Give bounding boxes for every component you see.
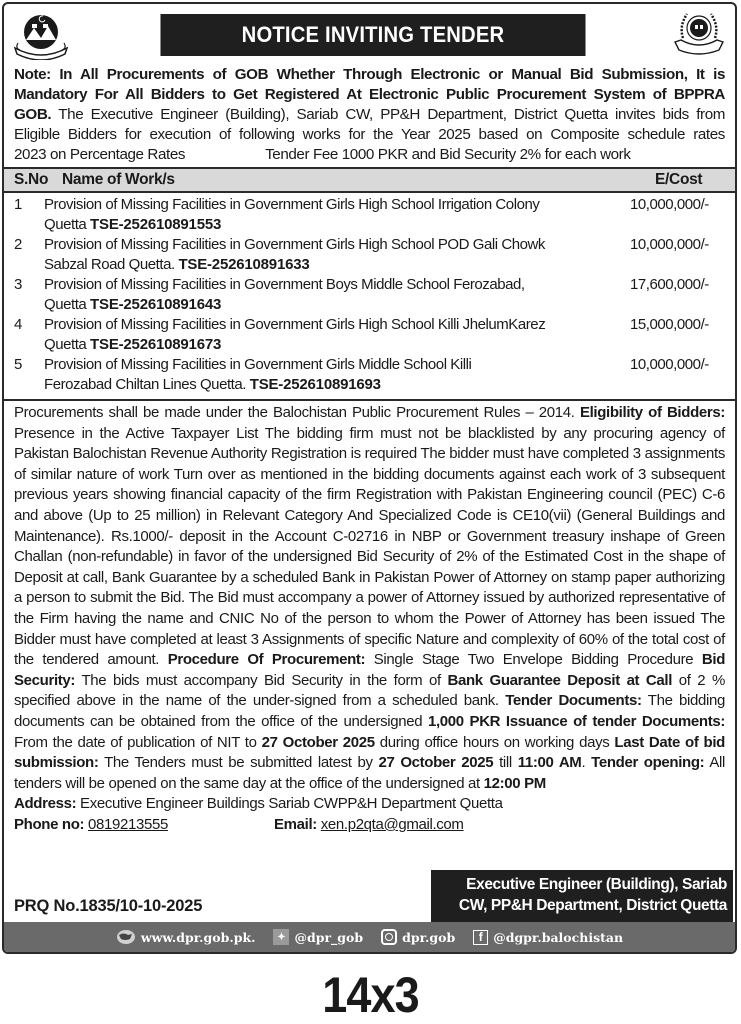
page-title: NOTICE INVITING TENDER: [160, 14, 585, 56]
row-name-line-1: Provision of Missing Facilities in Government Girls High School POD Gali Chowk: [44, 236, 545, 253]
bid-security-form: Bank Guarantee Deposit at Call: [447, 671, 673, 689]
row-cost: 10,000,000/-: [630, 196, 709, 213]
table-header: [4, 169, 735, 193]
signature-line-2: CW, PP&H Department, District Quetta: [458, 897, 727, 914]
instagram-handle: dpr.gob: [402, 929, 456, 945]
row-sno: 3: [14, 276, 22, 293]
last-date-end: .: [581, 754, 592, 772]
row-sno: 1: [14, 196, 22, 213]
row-tse-id: TSE-252610891643: [90, 296, 222, 313]
row-work-name: [44, 235, 630, 275]
row-tse-id: TSE-252610891633: [178, 256, 310, 273]
row-name-line-1: Provision of Missing Facilities in Government Girls High School Killi JhelumKarez: [44, 316, 546, 333]
eligibility-text: Presence in the Active Taxpayer List The bidding firm must not be blacklisted by any procuring agency of Pakistan Balochistan Revenue Authority Registration is required The bidder must have completed 3 assignments of similar nature of work Turn over as mentioned in the bidding documents against each work of 3 subsequent previous years showing financial capacity of the firm Registration with Pakistan Engineering council (PEC) C-6 and above (Up to 25 million) in Relevant Category And Specialized Code is CE10(vii) (General Buildings and Maintenance). Rs.1000/- deposit in the Account C-02716 in NBP or Government treasury inshape of Green Challan (non-refundable) in favor of the undersigned Bid Security of 2% of the Estimated Cost in the shape of Deposit at call, Bank Guarantee by a scheduled Bank in Pakistan Power of Attorney on stamp paper authorizing a person to submit the Bid. The Bid must accompany a power of Attorney issued by authorized representative of the Firm having the name and CNIC No of the person to whom the Power of Attorney has been issued The Bidder must have completed at least 3 Assignments of specific Nature and complexity of 60% of the total cost of the tendered amount.: [14, 424, 725, 669]
row-sno: 4: [14, 316, 22, 333]
row-cost: 15,000,000/-: [630, 316, 709, 333]
phone-block: [14, 815, 274, 835]
table-row: [4, 235, 735, 275]
last-date-text-2: till: [493, 754, 518, 772]
row-name-line-1: Provision of Missing Facilities in Government Boys Middle School Ferozabad,: [44, 276, 525, 293]
ad-size-label: 14x3: [322, 967, 419, 1023]
bid-security-label: Bid Security:: [14, 651, 726, 689]
signature-block: [431, 870, 733, 922]
row-cost: 10,000,000/-: [630, 356, 709, 373]
social-bar: [4, 922, 735, 952]
header-name: Name of Work/s: [62, 171, 175, 188]
bid-security-text: The bids must accompany Bid Security in the form of: [75, 671, 448, 689]
registration-note: [4, 65, 735, 165]
row-name-line-2: [44, 335, 630, 355]
note-line-1: Note: In All Procurements of GOB Whether Through Electronic or Manual Bid Submission, It is: [14, 66, 725, 83]
twitter-link[interactable]: [273, 929, 363, 945]
tender-conditions: [4, 399, 735, 815]
note-line-2: Mandatory For All Bidders to Get Registered At Electronic Public Procurement System of BPPRA: [14, 86, 725, 103]
row-cost: 10,000,000/-: [630, 236, 709, 253]
email-link[interactable]: xen.p2qta@gmail.com: [320, 815, 464, 833]
phone-link[interactable]: 0819213555: [88, 815, 168, 833]
rates-basis: 2023 on Percentage Rates: [14, 146, 186, 163]
opening-time: 12:00 PM: [483, 774, 546, 792]
last-date-label: Last Date of bid submission:: [14, 733, 725, 772]
issuance-text: From the date of publication of NIT to: [14, 733, 262, 751]
table-row: [4, 195, 735, 235]
instagram-icon: [381, 929, 397, 945]
tender-docs-label: Tender Documents:: [505, 692, 642, 710]
issuance-text-2: during office hours on working days: [374, 733, 615, 751]
procedure-label: Procedure Of Procurement:: [167, 651, 366, 669]
instagram-link[interactable]: [381, 929, 455, 945]
contact-info: [4, 815, 735, 835]
facebook-icon: f: [473, 930, 488, 945]
row-name-line-2: [44, 295, 630, 315]
row-tse-id: TSE-252610891673: [90, 336, 222, 353]
row-work-name: [44, 315, 630, 355]
footer-zone: [4, 862, 735, 922]
last-date-time: 11:00 AM: [517, 754, 582, 772]
email-label: Email:: [274, 815, 317, 833]
row-name-line-2: [44, 255, 630, 275]
email-block: [274, 815, 464, 835]
table-row: [4, 275, 735, 315]
website-link[interactable]: [116, 929, 256, 945]
row-location: Ferozabad Chiltan Lines Quetta.: [44, 376, 250, 393]
row-tse-id: TSE-252610891553: [90, 216, 222, 233]
website-text: www.dpr.gob.pk.: [140, 929, 256, 945]
row-tse-id: TSE-252610891693: [249, 376, 381, 393]
row-location: Quetta: [44, 216, 91, 233]
row-work-name: [44, 195, 630, 235]
row-work-name: [44, 355, 630, 395]
opening-label: Tender opening:: [591, 754, 705, 772]
note-line-4: Eligible Bidders for execution of following works for the Year 2025 based on Composite schedule rates: [14, 126, 725, 143]
table-row: [4, 315, 735, 355]
row-location: Sabzal Road Quetta.: [44, 256, 179, 273]
tender-docs-text: The bidding documents can be obtained from the office of the undersigned: [14, 692, 725, 730]
row-sno: 2: [14, 236, 22, 253]
header-cost: E/Cost: [655, 171, 703, 188]
opening-text: All tenders will be opened on the same day at the office of the undersigned at: [14, 754, 725, 792]
row-cost: 17,600,000/-: [630, 276, 709, 293]
balochistan-emblem-icon: [12, 10, 70, 60]
prq-number: PRQ No.1835/10-10-2025: [14, 897, 203, 915]
eligibility-label: Eligibility of Bidders:: [579, 404, 725, 421]
row-work-name: [44, 275, 630, 315]
facebook-link[interactable]: [473, 930, 623, 945]
issuance-date: 27 October 2025: [261, 733, 375, 751]
row-sno: 5: [14, 356, 22, 373]
facebook-handle: @dgpr.balochistan: [493, 929, 624, 945]
address-label: Address:: [14, 795, 77, 813]
signature-line-1: Executive Engineer (Building), Sariab: [466, 876, 727, 893]
last-date-text: The Tenders must be submitted latest by: [98, 754, 379, 772]
globe-icon: [116, 929, 136, 945]
row-name-line-2: [44, 375, 630, 395]
note-gob-label: GOB.: [14, 106, 52, 123]
row-name-line-1: Provision of Missing Facilities in Government Girls Middle School Killi: [44, 356, 472, 373]
tender-notice: [2, 2, 737, 954]
note-line-5: [14, 145, 725, 165]
note-line-3: [14, 105, 725, 125]
note-invite-text: The Executive Engineer (Building), Sariab CW, PP&H Department, District Quetta invites bids from: [51, 106, 725, 123]
header-sno: S.No: [14, 171, 49, 188]
procedure-text: Single Stage Two Envelope Bidding Procedure: [365, 651, 702, 669]
tender-fee: Tender Fee 1000 PKR and Bid Security 2% for each work: [265, 146, 631, 163]
works-table: [4, 167, 735, 395]
row-location: Quetta: [44, 336, 91, 353]
dgpr-emblem-icon: [671, 8, 727, 58]
rules-text: Procurements shall be made under the Balochistan Public Procurement Rules – 2014.: [14, 404, 580, 421]
row-location: Quetta: [44, 296, 91, 313]
phone-label: Phone no:: [14, 815, 85, 833]
address-text: Executive Engineer Buildings Sariab CWPP&H Department Quetta: [76, 795, 503, 813]
row-name-line-2: [44, 215, 630, 235]
twitter-icon: ✦: [273, 929, 289, 945]
twitter-handle: @dpr_gob: [294, 929, 364, 945]
bid-security-text-2: of 2 % specified above in the name of the under-signed from a scheduled bank.: [14, 671, 726, 710]
last-date-date: 27 October 2025: [378, 754, 494, 772]
notice-header: [4, 4, 735, 62]
table-row: [4, 355, 735, 395]
issuance-label: 1,000 PKR Issuance of tender Documents:: [427, 712, 726, 730]
row-name-line-1: Provision of Missing Facilities in Government Girls High School Irrigation Colony: [44, 196, 540, 213]
